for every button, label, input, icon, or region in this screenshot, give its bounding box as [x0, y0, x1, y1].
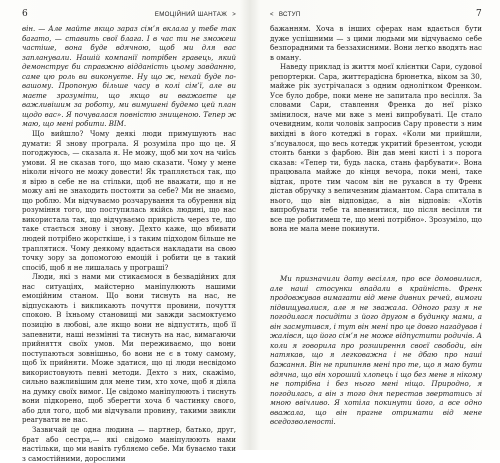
right-page-number: 7 — [475, 9, 482, 19]
left-paragraph-4: Зазвичай це одна людина — партнер, батько, друг, брат або сестра,— які свідомо маніпулюють нами настільки, що ми навіть губляємо себе. Ми буваємо таки з самостійними, дорослими — [22, 424, 236, 463]
section-spacer — [270, 234, 482, 274]
right-running-head-group — [270, 11, 301, 18]
right-page — [250, 0, 500, 450]
left-running-head-group — [155, 11, 236, 18]
right-paragraph-1: бажанням. Хоча в інших сферах нам вдається бути дуже успішними — з цими людьми ми відчуваємо себе безпорадними та беззахисними. Вони легко вводять нас в оману. — [270, 24, 482, 62]
left-paragraph-1: він. — Але майте якщо зараз сім’я вклала у тебе так багато, — ставить свої блага. І в час ти не зможеш частіше, вона буде вдячною, щоб ми для вас запланували. Нашій компанії потрібен гравець, який демонструє би справжню відданість цьому завданню, саме цю роль ви виконуєте. Ну що ж, нехай буде по-вашому. Пропоную більше часу в колі сім’ї, але ви маєте зрозуміти, що якщо ви вважаєте це важливішим за роботу, ми вимушені будемо цей план щодо вас». Я почувалася повністю знищеною. Тепер ж маю, що мені робити. ВІМ. — [22, 24, 236, 129]
left-page-header — [22, 7, 236, 21]
right-paragraph-3: Ми призначили дату весілля, про все домовилися, але наші стосунки впадали в крайність. Френк продовжував вимагати від мене дивних речей, вимоги підвищувалися, але я не зважала. Одного разу я не погодилася посидіти з його другом в будинку мами, а він засмутився, і тут він мені про це довго нагадував і жалівся, що його сім’я не може відпустити родичів. А коли я говорила про розширення своєї свободи, він натякав, що я легковажна і не дбаю про наші бажання. Він не припиняв мені про те, що я маю бути вдячна, що він хороший хлопець і що без мене я нікому не потрібна і без нього мені ніщо. Природно, я погодилась, а він з того дня перестав звертатись зі мною ввічливо. Я хотіла покинути його, а все одно вважала, що він прагне отримати від мене вседозволеності. — [270, 274, 482, 427]
right-page-body — [270, 24, 482, 442]
right-page-header — [270, 7, 482, 21]
left-page-body — [22, 24, 236, 463]
left-paragraph-3: Люди, які з нами ми стикаємося в безвадійних для нас ситуаціях, майстерно маніпулюють нашими емоційним станом. Що вони тиснуть на нас, не відпускають і викликають почуття провини, почуття спокою. В їхньому становищі ми завжди засмоктуємо позицію в любові, але якщо вони не відпустять, щоб її запевнити, наші незмінні та тиснуть на нас, вимагаючи прийняття своїх умов. Ми переживаємо, що вони поступаються зовнішньо, бо вони не є в тому самому, щоб їх прийняти. Може здатися, що ці люди несвідомо використовують певні методи. Дехто з них, скажімо, сильно важливішим для мене тим, хто хоче, щоб я діяла на думку своїх вимог. Це свідомо маніпулюють і тиснуть вони підкорено, щоб зберегти хоча б частинку свого, або для того, щоб ми відчували провину, такими звикли реагувати не нас. — [22, 272, 236, 425]
right-running-head: ВСТУП — [278, 10, 301, 18]
chevron-right-icon: > — [232, 11, 236, 18]
right-paragraph-2: Наведу приклад із життя моєї клієнтки Сари, судової репортерки. Сара, життєрадісна брюнетка, віком за 30, майже рік зустрічалася з одним однолітком Френком. Усе було добре, поки мене не запитала про весілля. За словами Сари, ставлення Френка до неї різко змінилося, наче ми вже з мені випробуваті. Це стало очевидним, коли чоловік запросив Сару провести з ним вихідні в його котеджі в горах. «Коли ми прийшли, з’ясувалося, що весь котедж укритий брезентом, усюди стоять банки з фарбою. Він дав мені кисті і з порога сказав: «Тепер ти, будь ласка, стань фарбувати». Вона працювала майже до кінця вечора, поки мені, таке відтак, проте тим часом він не рухався в ту Френк дістав обручку з величезним діамантом. Сара спитала в нього, що він відповідає, а він відповів: «Хотів випробувати тебе та впевнитися, що після весілля ти все ще робитимеш те, що мені потрібно». Зрозуміло, що вона не мала мене покинути. — [270, 62, 482, 234]
left-page-number: 6 — [22, 9, 29, 19]
chevron-left-icon: < — [270, 11, 274, 18]
left-paragraph-2: Що вийшло? Чому деякі люди примушують нас думати: Я знову програла. Я розуміла про що це. Я погоджуюсь, — сказала я. Не можу, щоб ми хоч на чиїсь умови. Я не сказав того, що маю сказати. Чому у мене ніколи нічого не можу довести! Як трапляється так, що я вірю в себе не на стільки, щоб не вважати, що я не можу ані не знаходить постояти за себе? Ми не знаємо, що роблю. Ми відчуваємо розчарування та обурення від розуміння того, що поступилась якійсь людині, що нас використала так, що відчуваємо прикрість через те, що таке стається знову і знову. Дехто каже, що вбивати людей потрібно жорсткіше, і з таким підходом більше не траплятися. Чому деякому вдається накладати на свою точку зору за допомогою емоцій і робити це в такий спосіб, щоб я не лишалась у програші? — [22, 129, 236, 272]
left-running-head: ЕМОЦІЙНИЙ ШАНТАЖ — [154, 10, 228, 18]
